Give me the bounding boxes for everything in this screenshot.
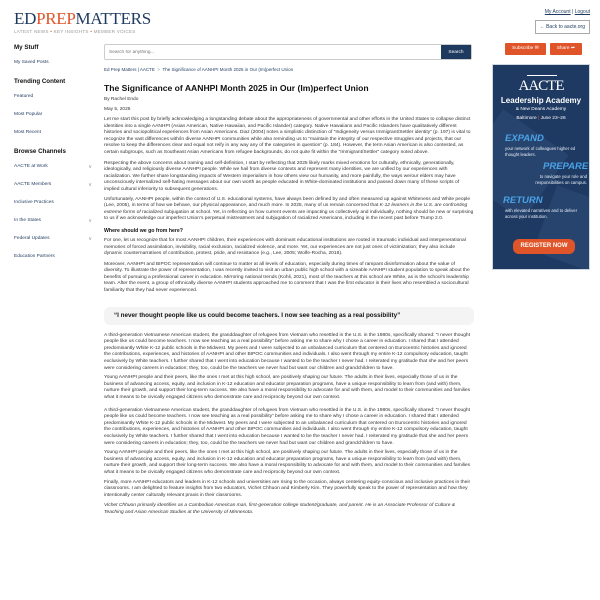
paragraph: Young AANHPI people and their peers, like the ones I met at this high school, are positively shaping our future. The adults in their lives, especially those of us in the business of advancing access, equity, and inclusion in K-12 education and educator preparation programs, have a unique responsibility to learn from (and with) them, nurture their growth, and support their long-term success. We also have a moral responsibility to advocate for and with them, and model to their communities and families what it means to be civically engaged citizens who demonstrate care and reciprocity beyond our own context. — [104, 375, 471, 400]
channel-inclusive-practices[interactable]: Inclusive Practices — [14, 200, 54, 205]
paragraph: Finally, more AANHPI educators and leaders in K-12 schools and universities are rising to the occasion, always centering equity-conscious and inclusive practices in their classrooms. I am delighted to feature insights from two educators, Vichet Chhuon and Kimberly Kim. They powerfully speak to the power of representation and how they intentionally center culturally relevant praxis in their classrooms. — [104, 479, 471, 498]
chevron-down-icon: ∨ — [88, 218, 92, 224]
breadcrumb: Ed Prep Matters | AACTE > The Significance of AANHPI Month 2025 in Our (Im)perfect Union — [104, 67, 294, 72]
channel-education-partners[interactable]: Education Partners — [14, 254, 55, 259]
channel-in-the-states[interactable]: In the States ∨ — [14, 218, 92, 224]
trending-heading: Trending Content — [14, 78, 66, 85]
search-input[interactable] — [105, 45, 441, 59]
action-buttons — [505, 43, 582, 55]
breadcrumb-home[interactable]: Ed Prep Matters | AACTE — [104, 67, 155, 72]
chevron-down-icon: ∨ — [88, 236, 92, 242]
ad-return-text: with elevated narratives and to deliver across your institution. — [505, 208, 578, 219]
sidebar — [14, 44, 92, 272]
leadership-academy-ad[interactable] — [492, 64, 590, 270]
ad-location: Baltimore | June 23–26 — [516, 116, 566, 121]
chevron-down-icon: ∨ — [88, 182, 92, 188]
paragraph: Let me start this post by briefly acknowledging a longstanding debate about the appropriateness of governmental and other efforts in the United States to collapse distinct identities into a single AANHPI (Asian American, Native Hawaiian, and Pacific Islander) category. Native Hawaiians and Pacific Islanders have qualitatively different histories and sociopolitical experiences from Asian Americans. Diaz (2004) notes a simplistic distinction of “Indigeneity versus Immigrant/Settler identity” (p. 197) is vital to recognize the vast differences with/in diverse AANHPI communities while also reminding us to “maintain the integrity of our respective struggles and projects, that our resolve to keep the differences clear and equal not reify in any way any of the categories in question” (p. 184). However, the term Asian American is also contested, as certain subgroups, such as Southeast Asian Americans from refugee backgrounds, do not quite fit within the “Immigrant/Settler” category noted above. — [104, 117, 471, 155]
article-body — [104, 117, 474, 520]
paragraph: Moreover, AANHPI and BIPOC representation will continue to matter at all levels of education, especially during times of rampant disinformation about the value of diversity. To illustrate the power of representation, I was recently invited to visit an urban public high school with a sizeable AANHPI student population to speak about the benefits of pursuing a professional career in education. Mirroring national trends (Kohli, 2021), most of the teachers at this school are White, as is the school’s leadership team. After the event, a group of ethnically diverse AANHPI students approached me to comment that I was the first educator in their lives who resembled a sociocultural familiarity that they had never experienced. — [104, 261, 470, 294]
register-now-button[interactable]: REGISTER NOW — [513, 239, 575, 254]
author-bio: Vichet Chhuon primarily identifies as a Cambodian American man, first-generation college student/graduate, and parent. He is an Associate Professor of Culture & Teaching and Asian American Studies at the University of Minnesota. — [104, 503, 456, 515]
sidebar-item-most-popular[interactable]: Most Popular — [14, 112, 43, 117]
paragraph: A third-generation Vietnamese American student, the granddaughter of refugees from Vietnam who resettled in the U.S. in the 1980s, specifically shared: “I never thought people like us could become teachers. I now see teaching as a real possibility” before asking me to share why I chose a career in education. I shared that I attended predominantly White K-12 public schools in the Midwest. My peers and I were subjected to an unbalanced curriculum that centered on Eurocentric histories and ignored the contributions, experiences, and histories of AANHPI and other BIPOC communities and individuals. I also went through my entire K-12 compulsory education, taught exclusively by White teachers. I further shared that I went into education because I wanted to be the teacher I never had. I reiterated my gratitude that she and her peers were considering careers in education; they, too, could be the teachers we never had but want our children and grandchildren to have. — [104, 332, 471, 371]
subscribe-button[interactable]: Subscribe ✉ — [505, 43, 546, 55]
post-date: May 5, 2025 — [104, 107, 131, 112]
sidebar-item-saved-posts[interactable]: My Saved Posts — [14, 60, 49, 65]
chevron-down-icon: ∨ — [88, 164, 92, 170]
my-stuff-heading: My Stuff — [14, 44, 39, 51]
logout-link[interactable]: Logout — [574, 9, 590, 15]
paragraph: Young AANHPI people and their peers, like the ones I met at this high school, are positively shaping our future. The adults in their lives, especially those of us in the business of advancing access, equity, and inclusion in K-12 education and educator preparation programs, have a unique responsibility to learn from (and with) them, nurture their growth, and support their long-term success. We also have a moral responsibility to advocate for and with them, and model to their communities and families what it means to be civically engaged citizens who demonstrate care and reciprocity beyond our own context. — [104, 450, 471, 475]
paragraph: A third-generation Vietnamese American student, the granddaughter of refugees from Vietnam who resettled in the U.S. in the 1980s, specifically shared: “I never thought people like us could become teachers. I now see teaching as a real possibility” before asking me to share why I chose a career in education. I shared that I attended predominantly White K-12 public schools in the Midwest. My peers and I were subjected to an unbalanced curriculum that centered on Eurocentric histories and ignored the contributions, experiences, and histories of AANHPI and other BIPOC communities and individuals. I also went through my entire K-12 compulsory education, taught exclusively by White teachers. I further shared that I went into education because I wanted to be the teacher I never had. I reiterated my gratitude that she and her peers were considering careers in education; they, too, could be the teachers we never had but want our children and grandchildren to have. — [104, 407, 471, 446]
logo-prep: PREP — [36, 9, 76, 28]
ad-prepare: PREPARE — [543, 161, 589, 172]
paragraph: Unfortunately, AANHPI people, within the context of U.S. educational systems, have always been defined by and often measured up against Whiteness and White people (Lee, 2005), in terms of how we behave, our physical appearance, and much more. In 2025, many of us remain concerned that K-12 learners in the U.S. are confronting extreme forms of racialized subjugation at school. Yet, in reflecting on how current events are impacting us collectively and individually, nothing should be new or surprising to us if we acknowledge our imperfect Union’s perpetual mistreatment and subjugation of racialized Americans, including in the recent past before Trump 2.0. — [104, 196, 474, 222]
byline: By Rachel Endo — [104, 97, 139, 102]
back-to-aacte-button[interactable]: ← Back to aacte.org — [535, 20, 590, 34]
search-button[interactable]: Search — [441, 45, 471, 59]
ad-org-logo: AACTE — [518, 78, 564, 94]
sidebar-item-most-recent[interactable]: Most Recent — [14, 130, 41, 135]
ad-return: RETURN — [503, 195, 543, 206]
channel-federal-updates[interactable]: Federal Updates ∨ — [14, 236, 92, 242]
breadcrumb-current: The Significance of AANHPI Month 2025 in Our (Im)perfect Union — [162, 67, 294, 72]
ad-expand: EXPAND — [505, 133, 544, 144]
channel-aacte-at-work[interactable]: AACTE at Work ∨ — [14, 164, 92, 170]
sidebar-item-featured[interactable]: Featured — [14, 94, 34, 99]
search-bar — [104, 44, 472, 60]
site-logo[interactable] — [14, 10, 151, 27]
paragraph: For one, let us recognize that for most AANHPI children, their experiences with dominant educational institutions are rooted in traumatic individual and intergenerational memories of forced assimilation, invisibility, racial exclusion, racialized violence, and more. Yet, our experiences are not just ones of victimization; they also include dynamic counternarratives of contribution, protest, pride, and resistance (e.g., Lee, 2005; Wolfe-Rocha, 2018). — [104, 237, 466, 257]
account-links: My Account | Logout — [544, 9, 590, 15]
share-button[interactable]: Share ➦ — [550, 43, 582, 55]
page-title: The Significance of AANHPI Month 2025 in Our (Im)perfect Union — [104, 83, 369, 93]
logo-ed: ED — [14, 9, 37, 28]
tagline: LATEST NEWS • KEY INSIGHTS • MEMBER VOICES — [14, 29, 136, 34]
ad-expand-text: your network of colleagues higher ed thought leaders. — [505, 146, 576, 157]
channel-aacte-members[interactable]: AACTE Members ∨ — [14, 182, 92, 188]
browse-channels-heading: Browse Channels — [14, 148, 66, 155]
logo-matters: MATTERS — [75, 9, 151, 28]
ad-prepare-text: to navigate your role and responsibilities on campus. — [535, 174, 587, 185]
my-account-link[interactable]: My Account — [544, 9, 571, 15]
ad-subtitle: & New Deans Academy — [515, 107, 567, 112]
section-heading: Where should we go from here? — [104, 227, 183, 234]
paragraph: Respecting the above concerns about naming and self-definition, I start by reflecting that 2025 likely marks mixed emotions for culturally, ethnically, generationally, ideologically, and religiously diverse AANHPI people. While we hail from diverse contexts and represent many identities, we are unified by our experiences with racialization. We further share longstanding impacts of Western imperialism in how others view our humanity, and more painfully, the ways we/our elders may have unconsciously internalized self-hating messages about our own worth as people educated in White-dominated institutions and passed down many of these scripts of implied cultural inferiority to subsequent generations. — [104, 160, 460, 192]
pull-quote: “I never thought people like us could become teachers. I now see teaching as a real possibility” — [104, 307, 474, 325]
ad-title: Leadership Academy — [500, 96, 582, 105]
